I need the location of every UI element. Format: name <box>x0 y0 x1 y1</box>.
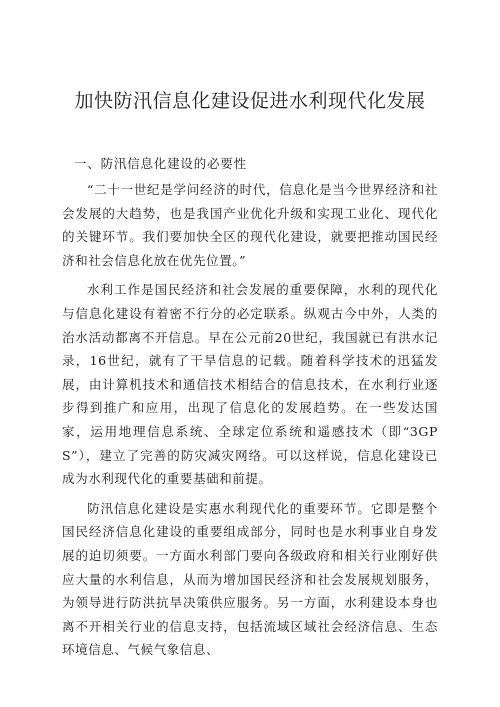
document-title: 加快防汛信息化建设促进水利现代化发展 <box>74 90 426 112</box>
section-heading: 一、防汛信息化建设的必要性 <box>74 156 247 171</box>
paragraph-quote: “二十一世纪是学问经济的时代，信息化是当今世界经济和社会发展的大趋势，也是我国产业优化升级和实现工业化、现代化的关键环节。我们要加快全区的现代化建设，就要把推动国民经济和社会信息化放在优先位置。” <box>62 182 438 268</box>
paragraph-flood-control: 防汛信息化建设是实惠水利现代化的重要环节。它即是整个国民经济信息化建设的重要组成部分，同时也是水利事业自身发展的迫切须要。一方面水利部门要向各级政府和相关行业刚好供应大量的水利信息，从而为增加国民经济和社会发展规划服务，为领导进行防洪抗旱决策供应服务。另一方面，水利建设本身也离不开相关行业的信息支持，包括流域区域社会经济信息、生态环境信息、气候气象信息、 <box>62 500 438 658</box>
paragraph-water-conservancy: 水利工作是国民经济和社会发展的重要保障，水利的现代化与信息化建设有着密不行分的必定联系。纵观古今中外，人类的治水活动都离不开信息。早在公元前20世纪，我国就已有洪水记录，16世纪，就有了干旱信息的记载。随着科学技术的迅猛发展，由计算机技术和通信技术相结合的信息技术，在水利行业逐步得到推广和应用，出现了信息化的发展趋势。在一些发达国家，运用地理信息系统、全球定位系统和遥感技术（即“3GPS”），建立了完善的防灾减灾网络。可以这样说，信息化建设已成为水利现代化的重要基础和前提。 <box>62 282 438 487</box>
